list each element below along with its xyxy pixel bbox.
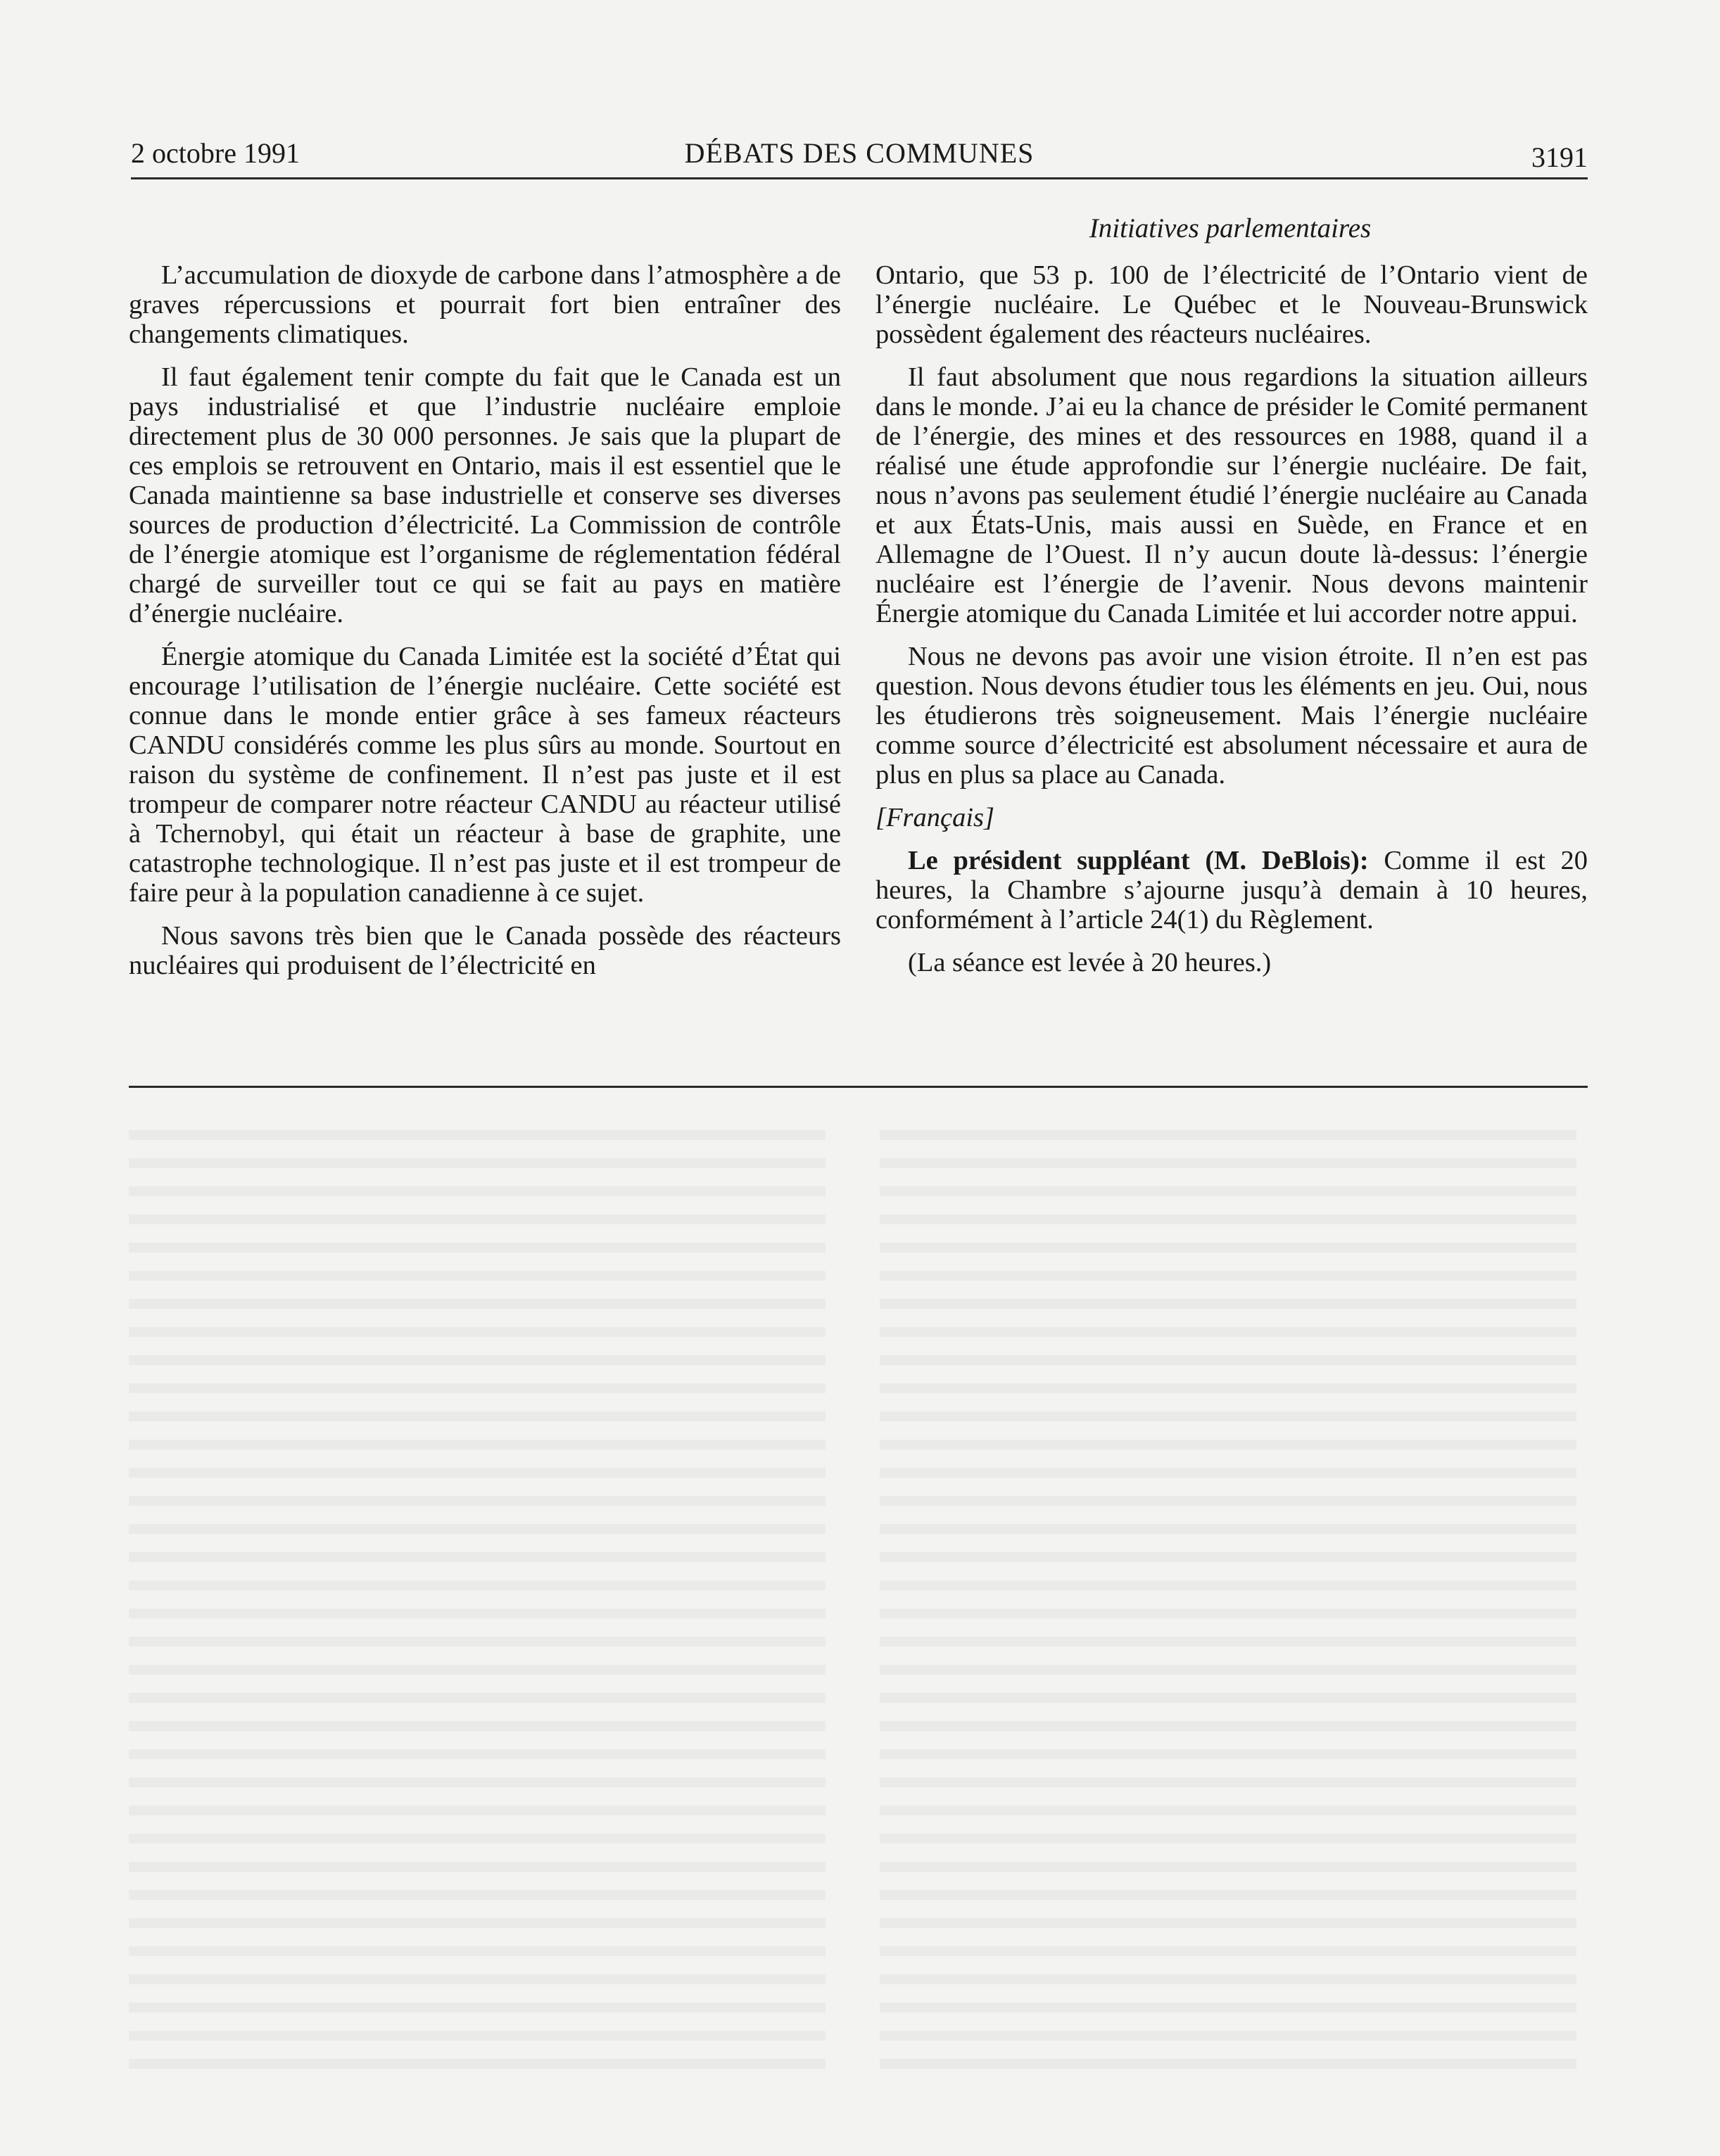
closing-paragraph: (La séance est levée à 20 heures.) (908, 948, 1272, 977)
left-column (129, 260, 841, 994)
bleed-through-right (880, 1112, 1576, 2083)
header-rule (131, 177, 1588, 179)
paragraph: Ontario, que 53 p. 100 de l’électricité de l’Ontario vient de l’énergie nucléaire. Le Québec et le Nouveau-Brunswick possèdent également des réacteurs nucléaires. (875, 260, 1588, 349)
paragraph: Il faut également tenir compte du fait que le Canada est un pays industrialisé et que l’industrie nucléaire emploie directement plus de 30 000 personnes. Je sais que la plupart de ces emplois se retrouvent en Ontario, mais il est essentiel que le Canada maintienne sa base industrielle et conserve ses diverses sources de production d’électricité. La Commission de contrôle de l’énergie atomique est l’organisme de réglementation fédéral chargé de surveiller tout ce qui se fait au pays en matière d’énergie nucléaire. (129, 362, 841, 628)
page-header (131, 137, 1588, 179)
bleed-through-left (129, 1112, 826, 2083)
speaker-paragraph (875, 846, 1588, 934)
language-marker: [Français] (875, 803, 994, 832)
end-rule (129, 1086, 1588, 1088)
header-date: 2 octobre 1991 (131, 137, 300, 169)
paragraph: Énergie atomique du Canada Limitée est la société d’État qui encourage l’utilisation de l’énergie nucléaire. Cette société est connue dans le monde entier grâce à ses fameux réacteurs CANDU considérés comme les plus sûrs au monde. Sourtout en raison du système de confinement. Il n’est pas juste et il est trompeur de comparer notre réacteur CANDU au réacteur utilisé à Tchernobyl, qui était un réacteur à base de graphite, une catastrophe technologique. Il n’est pas juste et il est trompeur de faire peur à la population canadienne à ce sujet. (129, 642, 841, 908)
page-number: 3191 (1531, 141, 1588, 173)
right-column (875, 260, 1588, 991)
speaker-name: Le président suppléant (M. DeBlois): (908, 846, 1369, 875)
speaker-text: Comme il est 20 heures, la Chambre s’ajourne jusqu’à demain à 10 heures, conformément à l’article 24(1) du Règlement. (875, 846, 1588, 934)
paragraph: Nous ne devons pas avoir une vision étroite. Il n’en est pas question. Nous devons étudier tous les éléments en jeu. Oui, nous les étudierons très soigneusement. Mais l’énergie nucléaire comme source d’électricité est absolument nécessaire et aura de plus en plus sa place au Canada. (875, 642, 1588, 790)
paragraph: Il faut absolument que nous regardions la situation ailleurs dans le monde. J’ai eu la chance de présider le Comité permanent de l’énergie, des mines et des ressources en 1988, quand il a réalisé une étude approfondie sur l’énergie nucléaire. De fait, nous n’avons pas seulement étudié l’énergie nucléaire au Canada et aux États-Unis, mais aussi en Suède, en France et en Allemagne de l’Ouest. Il n’y aucun doute là-dessus: l’énergie nucléaire est l’énergie de l’avenir. Nous devons maintenir Énergie atomique du Canada Limitée et lui accorder notre appui. (875, 362, 1588, 628)
header-title: DÉBATS DES COMMUNES (684, 137, 1035, 169)
running-head: Initiatives parlementaires (1089, 213, 1372, 243)
paragraph: Nous savons très bien que le Canada possède des réacteurs nucléaires qui produisent de l’électricité en (129, 921, 841, 980)
paragraph: L’accumulation de dioxyde de carbone dans l’atmosphère a de graves répercussions et pourrait fort bien entraîner des changements climatiques. (129, 260, 841, 349)
